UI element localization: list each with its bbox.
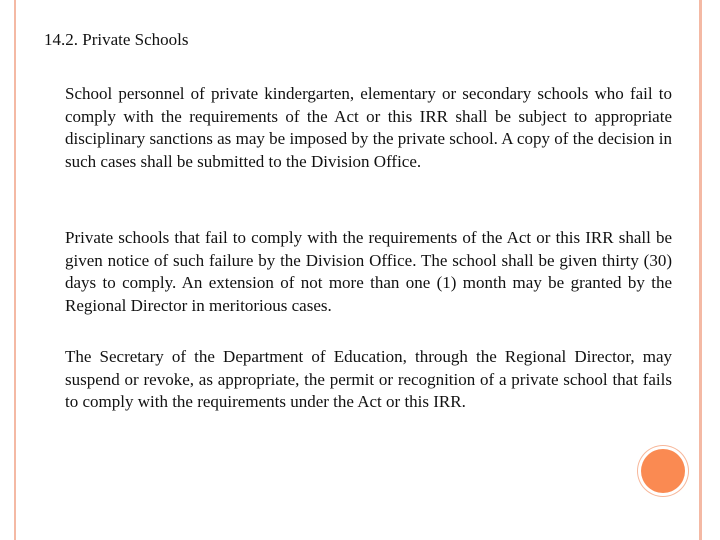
decorative-circle <box>641 449 685 493</box>
paragraph-personnel-sanctions: School personnel of private kindergarten, elementary or secondary schools who fail to comply with the requirements of the Act or this IRR shall be subject to appropriate disciplinary sanctions as may be imposed by the private school. A copy of the decision in such cases shall be submitted to the Division Office. <box>65 84 672 171</box>
section-heading: 14.2. Private Schools <box>44 30 189 49</box>
paragraph-permit-revocation: The Secretary of the Department of Education, through the Regional Director, may suspend or revoke, as appropriate, the permit or recognition of a private school that fails to comply with the requirements under the Act or this IRR. <box>65 347 672 411</box>
paragraph-school-notice: Private schools that fail to comply with the requirements of the Act or this IRR shall be given notice of such failure by the Division Office. The school shall be given thirty (30) days to comply. An extension of not more than one (1) month may be granted by the Regional Director in meritorious cases. <box>65 228 672 315</box>
